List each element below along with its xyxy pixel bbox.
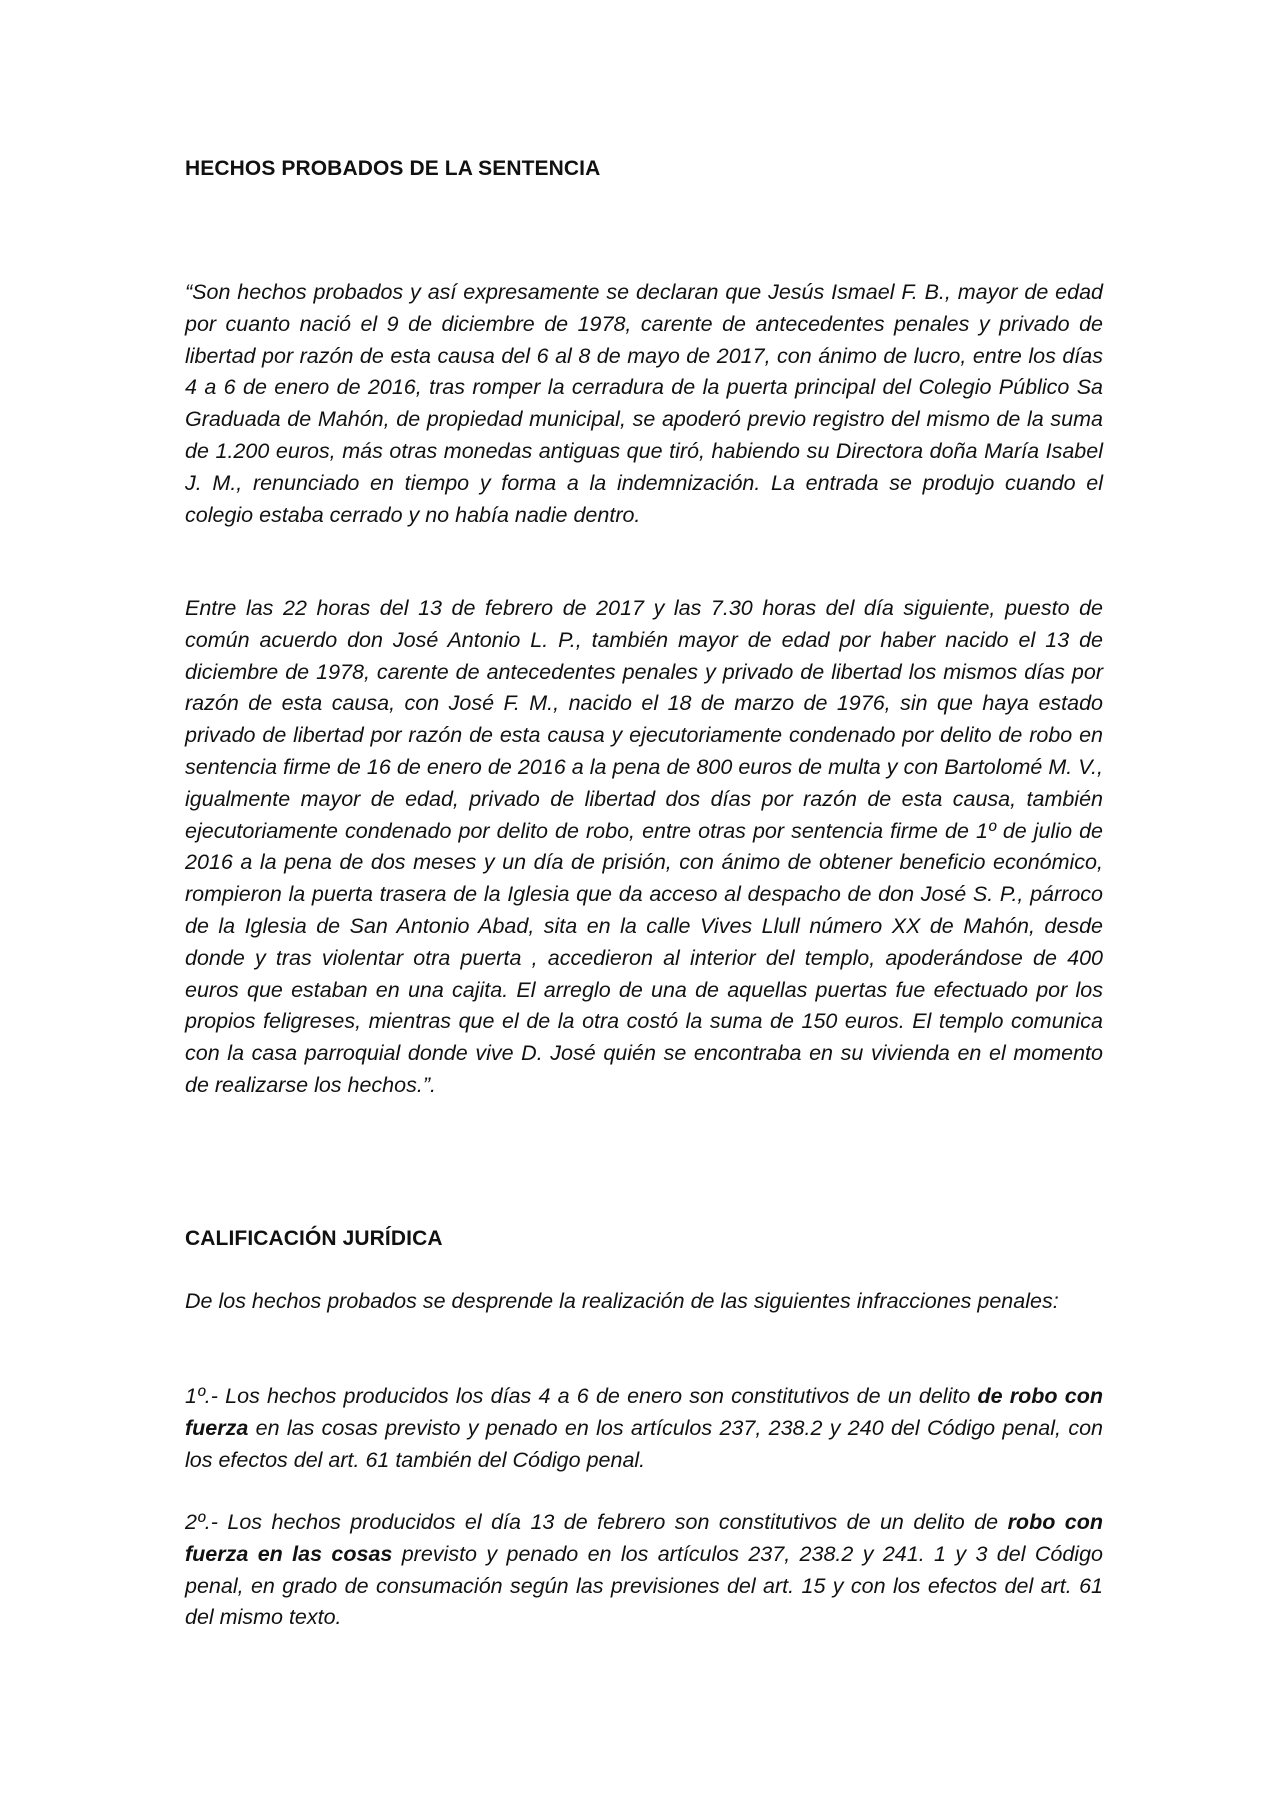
heading-hechos-probados: HECHOS PROBADOS DE LA SENTENCIA [185,157,601,180]
infraccion-1-text-start: 1º.- Los hechos producidos los días 4 a 6 de enero son constitutivos de un delito [185,1384,978,1408]
heading-calificacion-juridica: CALIFICACIÓN JURÍDICA [185,1227,443,1250]
paragraph-infraccion-2 [185,1507,1103,1634]
infraccion-2-text-end: previsto y penado en los artículos 237, 238.2 y 241. 1 y 3 del Código penal, en grado de consumación según las previsiones del art. 15 y con los efectos del art. 61 del mismo texto. [185,1541,1103,1630]
infraccion-1-text-end: en las cosas previsto y penado en los artículos 237, 238.2 y 240 del Código penal, con los efectos del art. 61 también del Código penal. [185,1415,1103,1472]
infraccion-2-bold: robo con fuerza en las cosas [185,1510,1104,1566]
paragraph-calificacion-intro: De los hechos probados se desprende la realización de las siguientes infracciones penales: [185,1289,1059,1313]
paragraph-hechos-2: Entre las 22 horas del 13 de febrero de 2017 y las 7.30 horas del día siguiente, puesto de común acuerdo don José Antonio L. P., también mayor de edad por haber nacido el 13 de diciembre de 1978, carente de antecedentes penales y privado de libertad los mismos días por razón de esta causa, con José F. M., nacido el 18 de marzo de 1976, sin que haya estado privado de libertad por razón de esta causa y ejecutoriamente condenado por delito de robo en sentencia firme de 16 de enero de 2016 a la pena de 800 euros de multa y con Bartolomé M. V., igualmente mayor de edad, privado de libertad dos días por razón de esta causa, también ejecutoriamente condenado por delito de robo, entre otras por sentencia firme de 1º de julio de 2016 a la pena de dos meses y un día de prisión, con ánimo de obtener beneficio económico, rompieron la puerta trasera de la Iglesia que da acceso al despacho de don José S. P., párroco de la Iglesia de San Antonio Abad, sita en la calle Vives Llull número XX de Mahón, desde donde y tras violentar otra puerta , accedieron al interior del templo, apoderándose de 400 euros que estaban en una cajita. El arreglo de una de aquellas puertas fue efectuado por los propios feligreses, mientras que el de la otra costó la suma de 150 euros. El templo comunica con la casa parroquial donde vive D. José quién se encontraba en su vivienda en el momento de realizarse los hechos.”. [185,596,1103,1097]
paragraph-hechos-1: “Son hechos probados y así expresamente se declaran que Jesús Ismael F. B., mayor de edad por cuanto nació el 9 de diciembre de 1978, carente de antecedentes penales y privado de libertad por razón de esta causa del 6 al 8 de mayo de 2017, con ánimo de lucro, entre los días 4 a 6 de enero de 2016, tras romper la cerradura de la puerta principal del Colegio Público Sa Graduada de Mahón, de propiedad municipal, se apoderó previo registro del mismo de la suma de 1.200 euros, más otras monedas antiguas que tiró, habiendo su Directora doña María Isabel J. M., renunciado en tiempo y forma a la indemnización. La entrada se produjo cuando el colegio estaba cerrado y no había nadie dentro. [185,280,1103,527]
infraccion-1-bold: de robo con fuerza [185,1384,1103,1440]
infraccion-2-text-start: 2º.- Los hechos producidos el día 13 de febrero son constitutivos de un delito de [185,1510,1008,1534]
paragraph-infraccion-1 [185,1381,1103,1476]
